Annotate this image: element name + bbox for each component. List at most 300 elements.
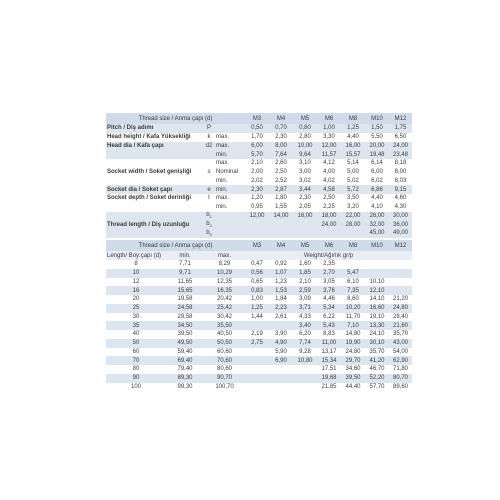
value-cell: 6,14 [365, 159, 389, 168]
weight-cell [365, 269, 389, 278]
value-cell: 2,30 [245, 185, 269, 194]
length-header: Length/ Boy:çapı (d) [106, 251, 166, 260]
weight-cell: 4,46 [317, 295, 341, 304]
min-cell: 19,58 [166, 295, 204, 304]
min-header: min. [166, 251, 204, 260]
dimensions-table [106, 113, 412, 238]
row-label [106, 159, 203, 168]
weight-cell: 1,84 [269, 295, 293, 304]
value-cell: 12,00 [245, 212, 269, 221]
min-cell: 39,50 [166, 330, 204, 339]
max-cell: 60,60 [204, 348, 245, 357]
value-cell: 45,00 [365, 229, 389, 238]
min-cell: 9,71 [166, 269, 204, 278]
weight-cell: 8,83 [317, 330, 341, 339]
value-cell: 4,02 [317, 177, 341, 186]
weight-cell: 0,65 [245, 278, 269, 287]
max-cell: 40,50 [204, 330, 245, 339]
weight-cell [293, 365, 317, 374]
weight-cell: 17,51 [317, 365, 341, 374]
weight-cell: 8,60 [341, 295, 365, 304]
weight-cell [389, 278, 412, 287]
value-cell: 4,40 [365, 194, 389, 203]
row-qualifier: min. [215, 185, 245, 194]
max-cell: 10,29 [204, 269, 245, 278]
row-label: Socket depth / Soket derinliği [106, 194, 203, 203]
max-cell: 90,70 [204, 374, 245, 383]
weight-cell: 10,10 [365, 278, 389, 287]
value-cell [293, 229, 317, 238]
thread-size-header: Thread size / Anma çapı (d) [106, 240, 245, 251]
weight-cell: 5,90 [269, 348, 293, 357]
table-row [106, 286, 412, 295]
weight-cell: 5,34 [317, 304, 341, 313]
value-cell [245, 220, 269, 229]
value-cell: 4,60 [389, 194, 412, 203]
value-cell: 11,57 [317, 150, 341, 159]
weight-cell: 10,20 [341, 304, 365, 313]
weight-cell: 1,25 [245, 304, 269, 313]
value-cell: 1,00 [317, 124, 341, 133]
value-cell: 32,00 [365, 220, 389, 229]
table-row [106, 365, 412, 374]
size-header: M6 [317, 240, 341, 251]
table-row [106, 142, 412, 151]
value-cell: 6,50 [389, 133, 412, 142]
value-cell: 0,80 [293, 124, 317, 133]
row-symbol [203, 203, 215, 212]
value-cell: 9,15 [389, 185, 412, 194]
value-cell: 2,80 [293, 133, 317, 142]
value-cell: 5,02 [341, 177, 365, 186]
length-cell: 90 [106, 374, 166, 383]
value-cell: 2,50 [269, 168, 293, 177]
max-cell: 25,42 [204, 304, 245, 313]
weight-cell: 7,10 [341, 321, 365, 330]
weight-cell: 1,85 [293, 269, 317, 278]
row-qualifier [215, 124, 245, 133]
value-cell: 12,00 [317, 142, 341, 151]
row-symbol [203, 185, 215, 194]
value-cell: 28,00 [341, 220, 365, 229]
value-cell: 6,00 [245, 142, 269, 151]
weight-cell: 7,35 [341, 286, 365, 295]
size-header: M10 [365, 113, 389, 124]
length-cell: 16 [106, 286, 166, 295]
weight-cell: 3,05 [317, 278, 341, 287]
weight-cell [245, 383, 269, 392]
value-cell: 2,30 [293, 194, 317, 203]
max-cell: 12,35 [204, 278, 245, 287]
value-cell: 2,87 [269, 185, 293, 194]
weight-cell [365, 260, 389, 269]
row-symbol [203, 229, 215, 238]
table-row [106, 150, 412, 159]
value-cell: 2,00 [245, 168, 269, 177]
max-cell: 35,50 [204, 321, 245, 330]
size-header: M8 [341, 240, 365, 251]
value-cell: 5,50 [365, 133, 389, 142]
size-header: M6 [317, 113, 341, 124]
weight-cell: 3,90 [269, 330, 293, 339]
weight-cell: 15,34 [317, 356, 341, 365]
symbol-text: t [208, 195, 210, 202]
value-cell: 1,50 [365, 124, 389, 133]
weight-cell: 13,30 [365, 321, 389, 330]
value-cell: 1,75 [389, 124, 412, 133]
value-cell: 0,95 [245, 203, 269, 212]
table-row [106, 177, 412, 186]
symbol-subscript: 2 [209, 223, 212, 229]
size-header: M4 [269, 113, 293, 124]
min-cell: 79,40 [166, 365, 204, 374]
value-cell: 1,20 [245, 194, 269, 203]
weight-cell: 34,60 [341, 365, 365, 374]
weight-cell [293, 374, 317, 383]
row-qualifier: Nominal [215, 168, 245, 177]
weight-cell: 9,28 [293, 348, 317, 357]
value-cell: 22,00 [341, 212, 365, 221]
weight-cell: 2,70 [317, 269, 341, 278]
table-row [106, 321, 412, 330]
min-cell: 15,65 [166, 286, 204, 295]
size-header: M12 [389, 113, 412, 124]
min-cell: 89,30 [166, 374, 204, 383]
value-cell: 2,30 [269, 133, 293, 142]
min-cell: 11,65 [166, 278, 204, 287]
value-cell: 30,00 [389, 212, 412, 221]
value-cell [341, 229, 365, 238]
length-cell: 12 [106, 278, 166, 287]
row-qualifier: min. [215, 203, 245, 212]
weight-cell: 11,00 [317, 339, 341, 348]
max-cell: 70,60 [204, 356, 245, 365]
value-cell: 8,00 [269, 142, 293, 151]
value-cell: 1,70 [245, 133, 269, 142]
value-cell: 3,44 [293, 185, 317, 194]
row-label [106, 203, 203, 212]
weight-cell: 6,90 [269, 356, 293, 365]
symbol-text: b [206, 212, 210, 219]
table-row [106, 348, 412, 357]
value-cell: 2,25 [317, 203, 341, 212]
weight-cell: 30,10 [365, 339, 389, 348]
value-cell: 24,00 [389, 142, 412, 151]
weight-table [106, 240, 412, 391]
weight-cell: 28,40 [389, 313, 412, 322]
length-cell: 60 [106, 348, 166, 357]
symbol-text: d2 [205, 142, 213, 149]
value-cell: 4,10 [365, 203, 389, 212]
row-symbol [203, 142, 215, 151]
weight-cell: 54,00 [389, 348, 412, 357]
weight-cell: 0,56 [245, 269, 269, 278]
value-cell: 0,50 [245, 124, 269, 133]
table-row [106, 374, 412, 383]
value-cell [317, 229, 341, 238]
value-cell: 4,12 [317, 159, 341, 168]
weight-cell: 14,10 [365, 295, 389, 304]
value-cell [269, 220, 293, 229]
weight-cell: 2,75 [245, 339, 269, 348]
table-row [106, 133, 412, 142]
length-cell: 80 [106, 365, 166, 374]
weight-cell: 24,80 [341, 348, 365, 357]
value-cell: 10,00 [293, 142, 317, 151]
table-row [106, 269, 412, 278]
weight-cell: 0,83 [245, 286, 269, 295]
value-cell: 1,55 [269, 203, 293, 212]
size-header: M5 [293, 113, 317, 124]
weight-cell [245, 321, 269, 330]
value-cell [269, 229, 293, 238]
weight-cell: 21,60 [389, 321, 412, 330]
row-qualifier: max. [215, 142, 245, 151]
weight-cell: 2,61 [269, 313, 293, 322]
value-cell: 8,03 [389, 177, 412, 186]
table-row [106, 185, 412, 194]
table-row [106, 304, 412, 313]
weight-cell [245, 374, 269, 383]
value-cell: 9,64 [293, 150, 317, 159]
table-row [106, 339, 412, 348]
value-cell: 23,48 [389, 150, 412, 159]
row-symbol [203, 159, 215, 168]
weight-cell [269, 321, 293, 330]
weight-cell: 3,76 [317, 286, 341, 295]
row-label: Pitch / Diş adımı [106, 124, 203, 133]
length-cell: 100 [106, 383, 166, 392]
size-header: M5 [293, 240, 317, 251]
weight-cell: 6,10 [341, 278, 365, 287]
row-symbol [203, 220, 215, 229]
row-qualifier: max. [215, 159, 245, 168]
weight-cell [245, 365, 269, 374]
value-cell: 4,58 [317, 185, 341, 194]
table-row [106, 356, 412, 365]
value-cell [245, 229, 269, 238]
value-cell: 1,25 [341, 124, 365, 133]
row-qualifier [215, 220, 245, 229]
value-cell: 16,00 [341, 142, 365, 151]
max-cell: 8,29 [204, 260, 245, 269]
weight-cell [269, 365, 293, 374]
weight-cell [245, 348, 269, 357]
value-cell: 3,30 [317, 133, 341, 142]
min-cell: 59,40 [166, 348, 204, 357]
row-symbol [203, 177, 215, 186]
weight-cell [389, 286, 412, 295]
weight-cell: 13,17 [317, 348, 341, 357]
size-header: M10 [365, 240, 389, 251]
value-cell: 3,00 [293, 168, 317, 177]
row-qualifier: max. [215, 194, 245, 203]
value-cell: 2,50 [317, 194, 341, 203]
weight-cell: 4,33 [293, 313, 317, 322]
value-cell: 5,14 [341, 159, 365, 168]
value-cell: 24,00 [317, 220, 341, 229]
max-cell: 16,35 [204, 286, 245, 295]
weight-cell [293, 383, 317, 392]
length-cell: 40 [106, 330, 166, 339]
row-symbol [203, 194, 215, 203]
value-cell: 2,10 [245, 159, 269, 168]
value-cell: 3,20 [341, 203, 365, 212]
value-cell: 4,00 [317, 168, 341, 177]
max-cell: 100,70 [204, 383, 245, 392]
row-label [106, 177, 203, 186]
weight-cell [245, 356, 269, 365]
subheader-row [106, 251, 412, 260]
weight-cell: 2,10 [293, 278, 317, 287]
size-header: M8 [341, 113, 365, 124]
weight-cell: 3,40 [293, 321, 317, 330]
weight-cell: 46,70 [365, 365, 389, 374]
value-cell: 49,00 [389, 229, 412, 238]
value-cell: 6,02 [365, 177, 389, 186]
length-cell: 25 [106, 304, 166, 313]
weight-cell: 21,20 [389, 295, 412, 304]
symbol-text: b [206, 221, 210, 228]
weight-cell: 3,71 [293, 304, 317, 313]
table-header-row [106, 113, 412, 124]
weight-cell: 4,90 [269, 339, 293, 348]
length-cell: 20 [106, 295, 166, 304]
weight-cell: 14,80 [341, 330, 365, 339]
weight-cell: 3,09 [293, 295, 317, 304]
min-cell: 24,58 [166, 304, 204, 313]
weight-cell: 57,70 [365, 383, 389, 392]
weight-cell: 1,44 [245, 313, 269, 322]
value-cell: 16,00 [293, 212, 317, 221]
weight-cell [389, 260, 412, 269]
row-symbol [203, 124, 215, 133]
row-qualifier: min. [215, 177, 245, 186]
table-row [106, 260, 412, 269]
value-cell [293, 220, 317, 229]
weight-cell: 89,60 [389, 383, 412, 392]
max-cell: 30,42 [204, 313, 245, 322]
weight-cell: 2,23 [269, 304, 293, 313]
value-cell: 8,00 [389, 168, 412, 177]
weight-cell: 12,10 [365, 286, 389, 295]
row-qualifier: max. [215, 133, 245, 142]
row-label [106, 150, 203, 159]
value-cell: 0,70 [269, 124, 293, 133]
value-cell: 15,57 [341, 150, 365, 159]
weight-cell: 1,00 [245, 295, 269, 304]
value-cell: 19,48 [365, 150, 389, 159]
row-label: Head dia / Kafa çapı [106, 142, 203, 151]
weight-cell: 80,70 [389, 374, 412, 383]
weight-cell: 5,43 [317, 321, 341, 330]
max-cell: 50,50 [204, 339, 245, 348]
symbol-text: e [207, 186, 211, 193]
weight-cell: 29,70 [341, 356, 365, 365]
value-cell: 18,00 [317, 212, 341, 221]
weight-cell [269, 374, 293, 383]
weight-cell: 1,07 [269, 269, 293, 278]
table-row [106, 330, 412, 339]
symbol-text: s [207, 169, 211, 176]
weight-cell: 35,70 [389, 330, 412, 339]
table-row [106, 212, 412, 221]
weight-cell: 11,70 [341, 313, 365, 322]
max-cell: 80,60 [204, 365, 245, 374]
value-cell: 8,18 [389, 159, 412, 168]
value-cell: 2,60 [269, 159, 293, 168]
row-label: Socket width / Soket genişliği [106, 168, 203, 177]
value-cell: 6,00 [365, 168, 389, 177]
table-header-row [106, 240, 412, 251]
value-cell: 5,70 [245, 150, 269, 159]
min-cell: 69,40 [166, 356, 204, 365]
weight-cell: 41,20 [365, 356, 389, 365]
length-cell: 10 [106, 269, 166, 278]
weight-cell: 19,10 [365, 313, 389, 322]
table-row [106, 229, 412, 238]
value-cell: 36,00 [389, 220, 412, 229]
min-cell: 29,58 [166, 313, 204, 322]
value-cell: 14,00 [269, 212, 293, 221]
row-symbol [203, 133, 215, 142]
value-cell: 3,50 [341, 194, 365, 203]
symbol-subscript: 1 [209, 214, 212, 220]
value-cell: 2,52 [269, 177, 293, 186]
weight-header: Weight/Ağırlık gr/p [245, 251, 412, 260]
weight-cell: 2,19 [245, 330, 269, 339]
table-row [106, 203, 412, 212]
value-cell: 26,00 [365, 212, 389, 221]
weight-cell [341, 260, 365, 269]
value-cell: 7,64 [269, 150, 293, 159]
table-row [106, 168, 412, 177]
size-header: M3 [245, 113, 269, 124]
weight-cell: 2,35 [317, 260, 341, 269]
weight-cell: 19,90 [341, 339, 365, 348]
weight-cell: 16,60 [365, 304, 389, 313]
weight-cell: 71,80 [389, 365, 412, 374]
symbol-text: b [206, 229, 210, 236]
row-label [106, 229, 203, 238]
row-qualifier: min. [215, 150, 245, 159]
length-cell: 30 [106, 313, 166, 322]
table-row [106, 220, 412, 229]
symbol-subscript: 3 [209, 231, 212, 237]
row-label: Socket dia / Soket çapı [106, 185, 203, 194]
symbol-text: P [206, 125, 211, 132]
weight-cell: 62,90 [389, 356, 412, 365]
weight-cell [389, 269, 412, 278]
value-cell: 3,02 [293, 177, 317, 186]
length-cell: 8 [106, 260, 166, 269]
value-cell: 20,00 [365, 142, 389, 151]
min-cell: 49,50 [166, 339, 204, 348]
value-cell: 1,80 [269, 194, 293, 203]
value-cell: 3,10 [293, 159, 317, 168]
value-cell: 6,86 [365, 185, 389, 194]
weight-cell: 0,47 [245, 260, 269, 269]
row-qualifier [215, 229, 245, 238]
weight-cell: 24,80 [389, 304, 412, 313]
weight-cell: 6,22 [317, 313, 341, 322]
min-cell: 34,50 [166, 321, 204, 330]
weight-cell: 10,80 [293, 356, 317, 365]
size-header: M3 [245, 240, 269, 251]
weight-cell: 39,50 [341, 374, 365, 383]
table-row [106, 383, 412, 392]
length-cell: 50 [106, 339, 166, 348]
